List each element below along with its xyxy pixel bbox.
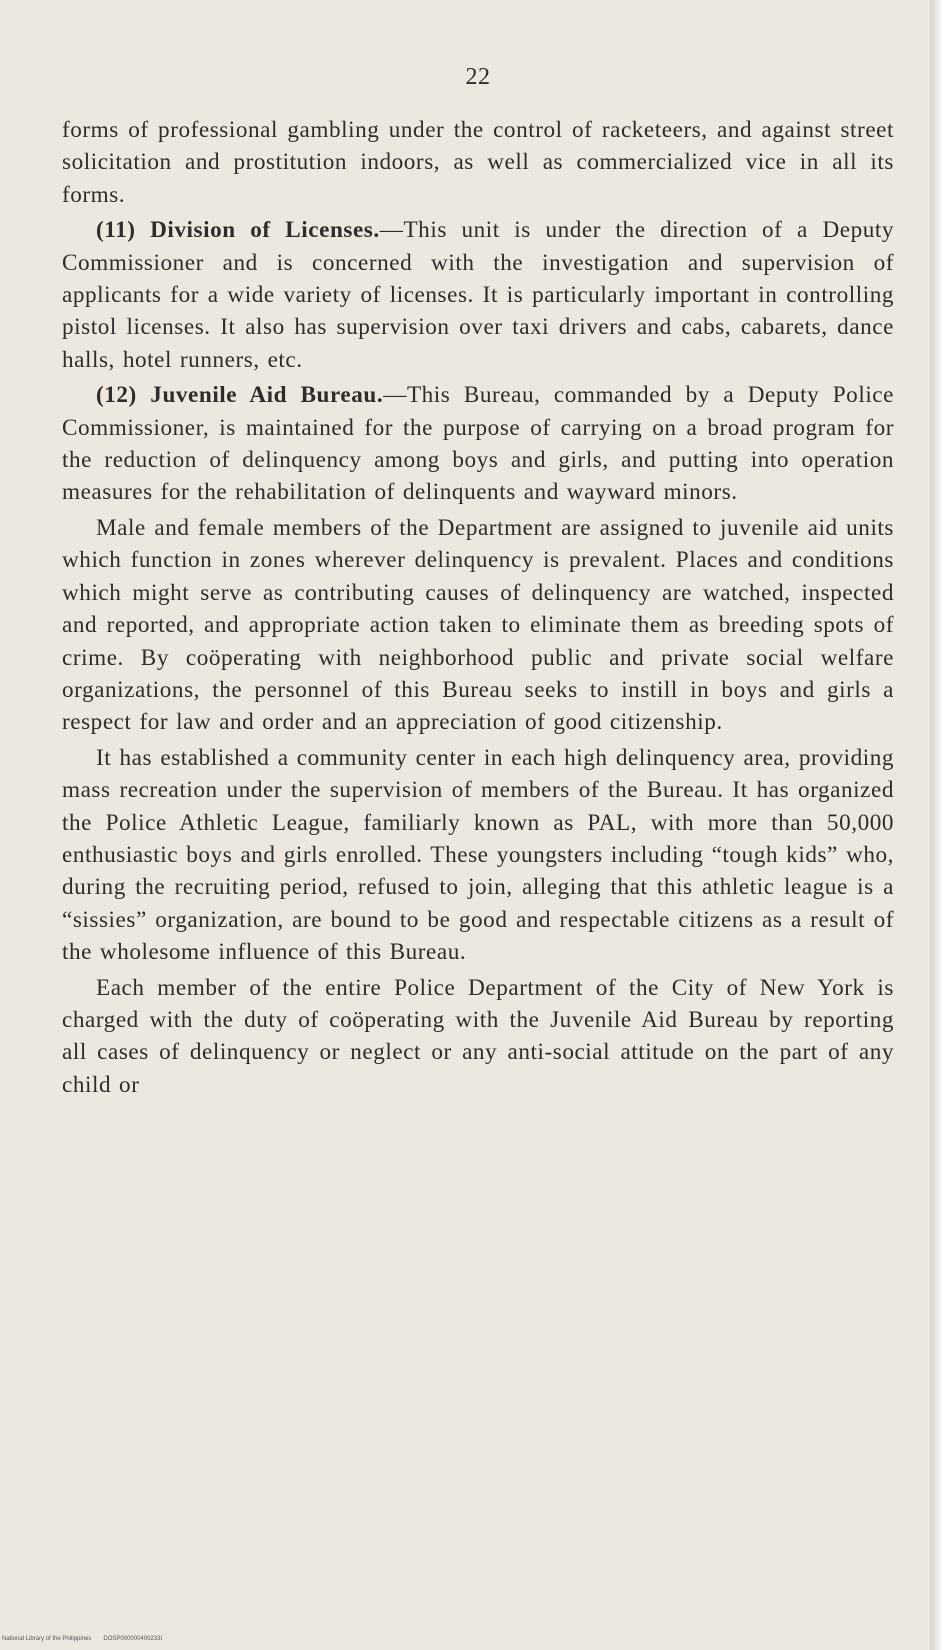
page-edge — [930, 0, 944, 1650]
footer-library: National Library of the Philippines — [2, 1636, 92, 1642]
paragraph-text: —This Bureau, commanded by a Deputy Police Commissioner, is maintained for the purpose of carrying on a broad program for the reduction of delinquency among boys and girls, and putting into operation measures for the rehabilitation of delinquents and wayward minors. — [62, 382, 894, 506]
paragraph-text: forms of professional gambling under the control of racketeers, and against street solicitation and prostitution indoors, as well as commercialized vice in all its forms. — [62, 117, 894, 208]
paragraph — [62, 972, 894, 1102]
footer-identifier: DOSP000000400233I — [103, 1636, 163, 1642]
page-number: 22 — [465, 64, 491, 90]
paragraph-text: Male and female members of the Department are assigned to juvenile aid units which function in zones wherever delinquency is prevalent. Places and conditions which might serve as contributing causes of delinquency are watched, inspected and reported, and appropriate action taken to eliminate them as breeding spots of crime. By coöperating with neighborhood public and private social welfare organizations, the personnel of this Bureau seeks to instill in boys and girls a respect for law and order and an appreciation of good citizenship. — [62, 514, 894, 736]
paragraph-text: Each member of the entire Police Department of the City of New York is charged with the duty of coöperating with the Juvenile Aid Bureau by reporting all cases of delinquency or neglect or any anti-social attitude on the part of any child or — [62, 974, 894, 1098]
paragraph — [62, 512, 894, 739]
section-heading: (11) Division of Licenses. — [96, 217, 380, 244]
page-text — [62, 62, 894, 1104]
section-heading: (12) Juvenile Aid Bureau. — [96, 382, 384, 409]
scan-footer — [2, 1636, 162, 1642]
paragraph — [62, 742, 894, 969]
paragraph-text: —This unit is under the direction of a Deputy Commissioner and is concerned with the investigation and supervision of applicants for a wide variety of licenses. It is particularly important in controlling pistol licenses. It also has supervision over taxi drivers and cabs, cabarets, dance halls, hotel runners, etc. — [62, 217, 894, 373]
paragraph — [62, 214, 894, 376]
paragraph-text: It has established a community center in each high delinquency area, providing mass recreation under the supervision of members of the Bureau. It has organized the Police Athletic League, familiarly known as PAL, with more than 50,000 enthusiastic boys and girls enrolled. These youngsters including “tough kids” who, during the recruiting period, refused to join, alleging that this athletic league is a “sissies” organization, are bound to be good and respectable citizens as a result of the wholesome influence of this Bureau. — [62, 744, 894, 966]
paragraph — [62, 114, 894, 211]
paragraph — [62, 379, 894, 509]
